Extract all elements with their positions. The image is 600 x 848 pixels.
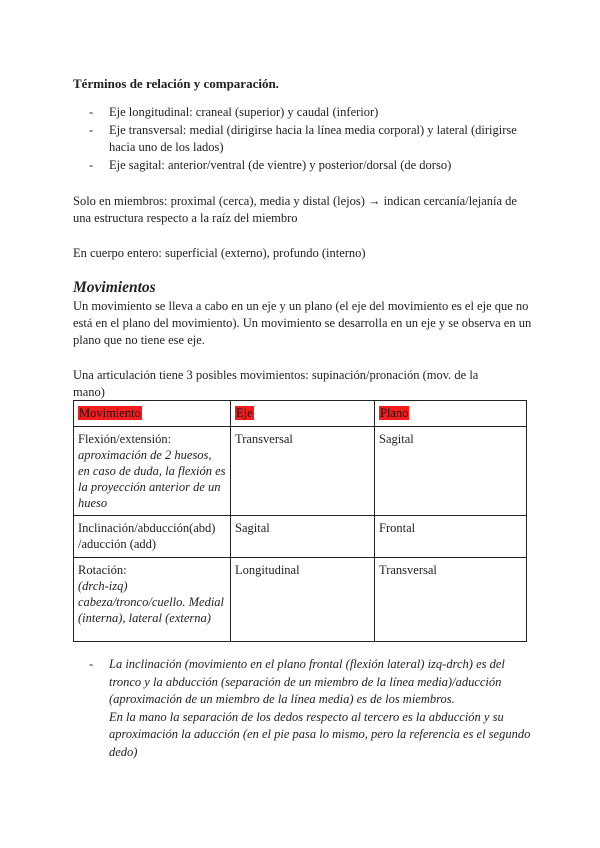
axis-cell: Transversal	[231, 427, 375, 516]
table-row	[74, 558, 527, 642]
note-text-1: La inclinación (movimiento en el plano frontal (flexión lateral) izq-drch) es del tronco y la abducción (separación de un miembro de la línea media)/aducción (aproximación de un miembro de la línea media) es de los miembros.	[109, 657, 505, 706]
list-item	[73, 104, 543, 121]
members-paragraph: Solo en miembros: proximal (cerca), media y distal (lejos) → indican cercanía/lejanía de una estructura respecto a la raíz del miembro	[73, 194, 517, 225]
list-item-text: Eje longitudinal: craneal (superior) y caudal (inferior)	[109, 105, 379, 119]
movement-note: aproximación de 2 huesos, en caso de duda, la flexión es la proyección anterior de un hueso	[78, 448, 226, 510]
movements-intro-paragraph: Un movimiento se lleva a cabo en un eje y un plano (el eje del movimiento es el eje que no está en el plano del movimiento). Un movimiento se desarrolla en un eje y se observa en un plano que no tiene ese eje.	[73, 299, 532, 347]
header-cell-movement	[74, 401, 231, 427]
movement-name: Rotación:	[78, 563, 127, 577]
movement-name: Flexión/extensión:	[78, 432, 172, 446]
movement-name: Inclinación/abducción(abd) /aducción (add)	[78, 521, 216, 551]
header-label-movement: Movimiento	[79, 406, 141, 420]
bullet-dash: -	[89, 657, 94, 671]
plane-cell: Frontal	[375, 516, 527, 558]
whole-body-paragraph: En cuerpo entero: superficial (externo), profundo (interno)	[73, 246, 366, 260]
bullet-dash: -	[89, 158, 94, 172]
movements-table	[73, 400, 527, 642]
list-item	[73, 122, 543, 156]
axis-cell: Sagital	[231, 516, 375, 558]
list-item	[73, 157, 543, 174]
table-row	[74, 516, 527, 558]
movement-cell	[74, 558, 231, 642]
inclination-note	[73, 656, 533, 761]
table-header-row	[74, 401, 527, 427]
header-cell-plane	[375, 401, 527, 427]
table-row	[74, 427, 527, 516]
section-heading: Términos de relación y comparación.	[73, 76, 279, 91]
list-item-text: Eje transversal: medial (dirigirse hacia la línea media corporal) y lateral (dirigirse hacia uno de los lados)	[109, 123, 517, 154]
axis-cell: Longitudinal	[231, 558, 375, 642]
header-label-plane: Plano	[380, 406, 409, 420]
axis-terms-list	[73, 104, 543, 175]
list-item-text: Eje sagital: anterior/ventral (de vientre) y posterior/dorsal (de dorso)	[109, 158, 452, 172]
movement-note: (drch-izq) cabeza/tronco/cuello. Medial (interna), lateral (externa)	[78, 579, 225, 625]
bullet-dash: -	[89, 105, 94, 119]
bullet-dash: -	[89, 123, 94, 137]
header-cell-axis	[231, 401, 375, 427]
joint-paragraph: Una articulación tiene 3 posibles movimientos: supinación/pronación (mov. de la mano)	[73, 368, 479, 399]
note-text-2: En la mano la separación de los dedos respecto al tercero es la abducción y su aproximación la aducción (en el pie pasa lo mismo, pero la referencia es el segundo dedo)	[109, 709, 531, 759]
plane-cell: Sagital	[375, 427, 527, 516]
movement-cell	[74, 516, 231, 558]
movements-heading: Movimientos	[73, 279, 156, 296]
movement-cell	[74, 427, 231, 516]
plane-cell: Transversal	[375, 558, 527, 642]
header-label-axis: Eje	[236, 406, 253, 420]
